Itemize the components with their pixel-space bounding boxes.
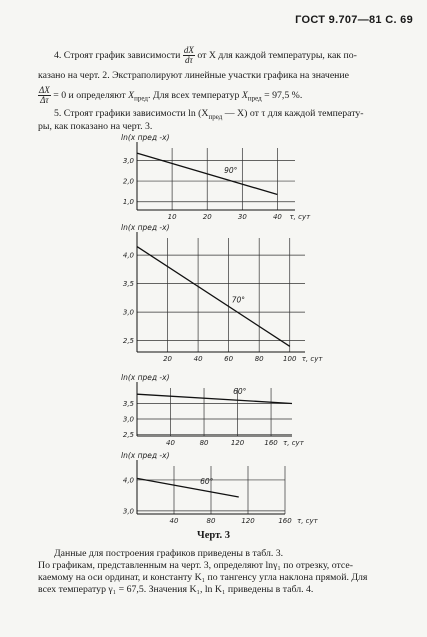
x-tick-label: 40 (193, 355, 203, 363)
y-tick-label: 2,0 (122, 177, 134, 186)
delta-fraction: $\frac{\Delta X}{\Delta\tau}$ (39, 85, 50, 105)
x-tick-label: 120 (241, 517, 255, 525)
x-tick-label: 40 (166, 439, 175, 447)
y-axis-label: ln(x пред -x) (121, 133, 170, 142)
y-tick-label: 3,0 (122, 156, 134, 165)
item5-line1: 5. Строят графики зависимости $\ln (X_{пред}$ — X) от τ для каждой температу- (54, 108, 364, 121)
y-tick-label: 2,5 (122, 337, 134, 346)
x-tick-label: 120 (230, 439, 245, 447)
x-tick-label: 100 (283, 355, 297, 363)
x-tick-label: 20 (202, 213, 212, 221)
x-tick-label: 60 (224, 355, 234, 363)
y-tick-label: 4,0 (122, 251, 134, 260)
page-header: ГОСТ 9.707—81 С. 69 (295, 14, 413, 26)
y-axis-label: ln(x пред -x) (121, 223, 170, 232)
item4-line1: 4. Строят график зависимости $\frac{dX}{d\tau}$ от X для каждой температуры, как по- (54, 45, 357, 65)
series-line (137, 478, 239, 497)
y-tick-label: 3,5 (122, 280, 134, 289)
y-tick-label: 3,0 (122, 507, 134, 516)
y-axis-label: ln(x пред -x) (121, 373, 170, 382)
x-tick-label: 80 (254, 355, 264, 363)
derivative-fraction: $\frac{dX}{d\tau}$ (183, 45, 194, 65)
y-tick-label: 3,0 (122, 415, 134, 424)
x-tick-label: 20 (163, 355, 173, 363)
x-tick-label: 160 (264, 439, 278, 447)
temperature-annotation: 90° (224, 165, 238, 175)
x-tick-label: 40 (169, 517, 179, 525)
x-tick-label: 30 (237, 213, 247, 221)
y-tick-label: 4,0 (122, 476, 134, 485)
x-tick-label: 40 (272, 213, 282, 221)
figure-caption: Черт. 3 (197, 530, 230, 541)
temperature-annotation: 70° (231, 295, 245, 305)
x-tick-label: 160 (278, 517, 292, 525)
item4-line3: $\frac{\Delta X}{\Delta\tau}$ = 0 и определяют $X_{пред}$. Для всех температур $X_{пред} = 97,5$ %. (39, 85, 303, 105)
series-line (137, 247, 290, 347)
x-tick-label: 80 (199, 439, 209, 447)
series-line (137, 394, 292, 403)
y-axis-label: ln(x пред -x) (121, 451, 170, 460)
x-axis-label: τ, сут (283, 439, 304, 447)
y-tick-label: 2,5 (122, 430, 134, 439)
item4-line2: казано на черт. 2. Экстраполируют линейные участки графика на значение (38, 70, 350, 81)
y-tick-label: 3,5 (122, 399, 134, 408)
temperature-annotation: 60° (200, 476, 214, 486)
x-axis-label: τ, сут (301, 355, 323, 363)
y-tick-label: 1,0 (122, 198, 134, 207)
y-tick-label: 3,0 (122, 308, 134, 317)
bottom-line3: каемому на оси ординат, и константу K₁ по тангенсу угла наклона прямой. Для (38, 572, 368, 583)
x-axis-label: τ, сут (289, 213, 311, 221)
item5-line2: ры, как показано на черт. 3. (38, 121, 153, 132)
temperature-annotation: 60° (233, 386, 247, 396)
bottom-line1: Данные для построения графиков приведены в табл. 3. (54, 548, 284, 559)
x-tick-label: 80 (206, 517, 216, 525)
bottom-line4: всех температур γ₁ = 67,5. Значения K₁, ln K₁ приведены в табл. 4. (38, 584, 314, 595)
x-tick-label: 10 (167, 213, 177, 221)
x-axis-label: τ, сут (297, 517, 318, 525)
bottom-line2: По графикам, представленным на черт. 3, определяют lnγ₁ по отрезку, отсе- (38, 560, 353, 571)
